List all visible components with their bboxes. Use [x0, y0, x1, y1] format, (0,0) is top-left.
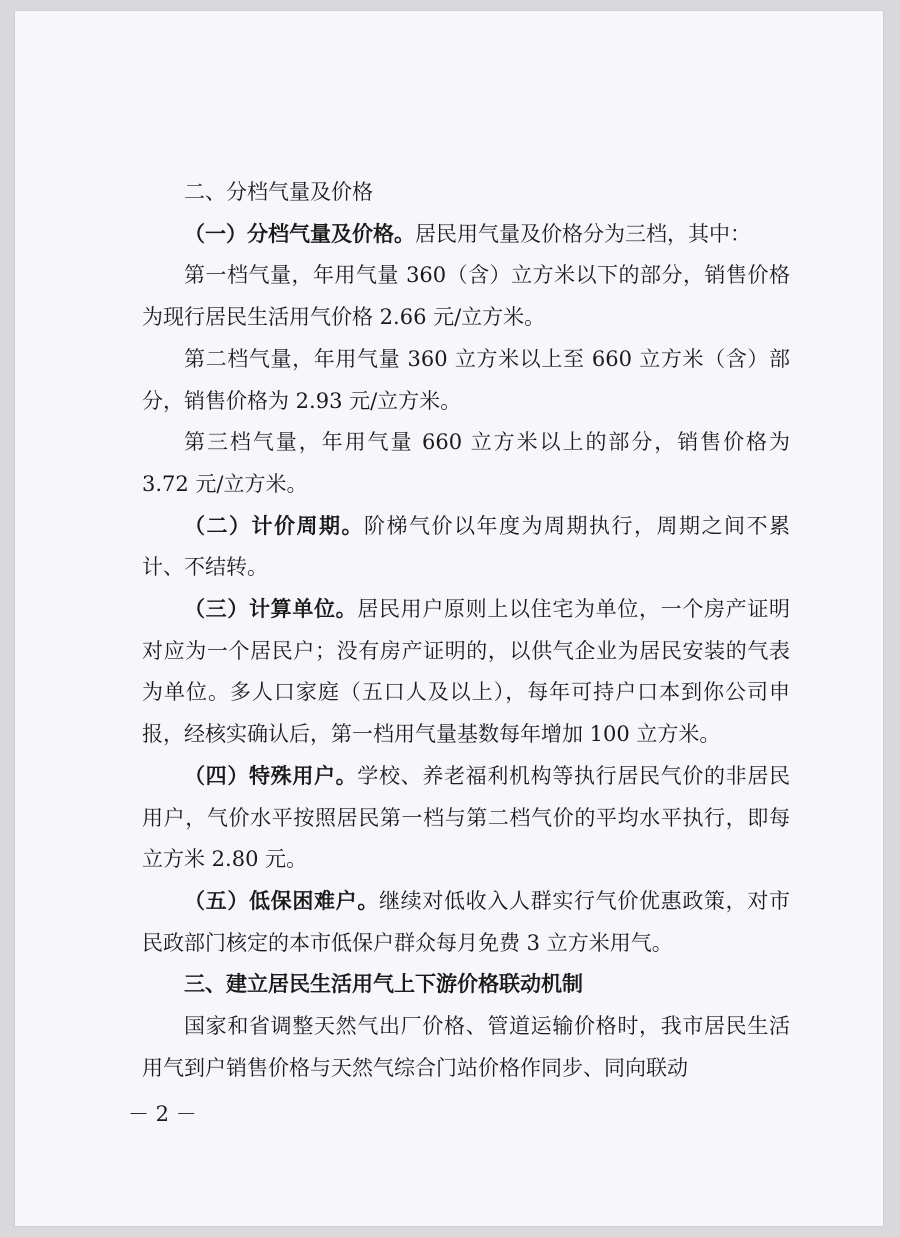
paragraph-billing-unit — [142, 589, 790, 756]
document-page — [14, 10, 884, 1227]
paragraph-tier2: 第二档气量，年用气量 360 立方米以上至 660 立方米（含）部分，销售价格为 2.93 元/立方米。 — [142, 346, 790, 413]
paragraph-text: 继续对低收入人群实行气价优惠政策，对市民政部门核定的本市低保户群众每月免费 3 立方米用气。 — [142, 888, 790, 955]
paragraph-low-income — [142, 881, 790, 964]
section-heading-2: 二、分档气量及价格 — [184, 180, 373, 204]
paragraph-billing-cycle — [142, 506, 790, 589]
paragraph-lead: （五）低保困难户。 — [184, 888, 379, 913]
paragraph-lead: （一）分档气量及价格。 — [184, 221, 415, 246]
paragraph-lead: （四）特殊用户。 — [184, 763, 358, 788]
paragraph-tier-overview — [142, 214, 790, 256]
paragraph-lead: （三）计算单位。 — [184, 597, 358, 622]
document-body — [142, 172, 790, 1089]
paragraph-text: 阶梯气价以年度为周期执行，周期之间不累计、不结转。 — [142, 513, 790, 580]
paragraph-text: 学校、养老福利机构等执行居民气价的非居民用户，气价水平按照居民第一档与第二档气价的平均水平执行，即每立方米 2.80 元。 — [142, 763, 791, 872]
paragraph-special-users — [142, 756, 790, 881]
paragraph-tier3: 第三档气量，年用气量 660 立方米以上的部分，销售价格为 3.72 元/立方米。 — [142, 430, 790, 496]
page-number: － 2 － — [128, 1102, 197, 1126]
paragraph-lead: （二）计价周期。 — [184, 513, 364, 538]
paragraph-tier1: 第一档气量，年用气量 360（含）立方米以下的部分，销售价格为现行居民生活用气价格 2.66 元/立方米。 — [142, 263, 790, 330]
section-heading-3: 三、建立居民生活用气上下游价格联动机制 — [184, 972, 583, 997]
paragraph-text: 居民用气量及价格分为三档，其中： — [415, 221, 751, 246]
paragraph-text: 居民用户原则上以住宅为单位，一个房产证明对应为一个居民户；没有房产证明的，以供气企业为居民安装的气表为单位。多人口家庭（五口人及以上），每年可持户口本到你公司申报，经核实确认后，第一档用气量基数每年增加 100 立方米。 — [142, 597, 791, 747]
paragraph-price-linkage: 国家和省调整天然气出厂价格、管道运输价格时，我市居民生活用气到户销售价格与天然气综合门站价格作同步、同向联动 — [142, 1014, 790, 1080]
